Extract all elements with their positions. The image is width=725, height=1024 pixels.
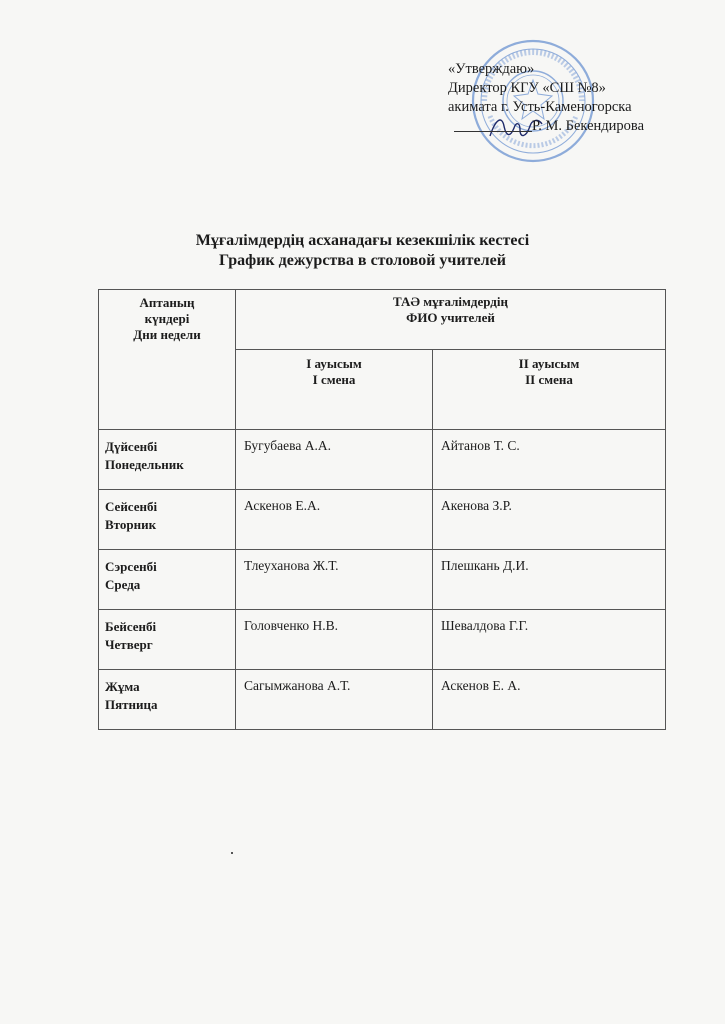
shift2-teacher: Аскенов Е. А. [433, 670, 666, 730]
table-row [99, 670, 666, 730]
shift1-teacher: Аскенов Е.А. [236, 490, 433, 550]
table-row [99, 550, 666, 610]
shift1-header-kz: I ауысым [306, 356, 362, 371]
table-row [99, 610, 666, 670]
day-ru: Пятница [105, 697, 158, 712]
shift2-teacher: Плешкань Д.И. [433, 550, 666, 610]
day-ru: Понедельник [105, 457, 184, 472]
shift1-header-ru: I смена [312, 372, 356, 387]
shift1-header [236, 350, 433, 430]
shift2-teacher: Шевалдова Г.Г. [433, 610, 666, 670]
day-cell [99, 550, 236, 610]
duty-schedule-table [98, 289, 666, 730]
title-russian: График дежурства в столовой учителей [219, 252, 506, 269]
shift2-header [433, 350, 666, 430]
day-ru: Среда [105, 577, 141, 592]
shift1-teacher: Головченко Н.В. [236, 610, 433, 670]
table-row [99, 490, 666, 550]
day-cell [99, 670, 236, 730]
shift1-teacher: Тлеуханова Ж.Т. [236, 550, 433, 610]
day-ru: Четверг [105, 637, 153, 652]
shift2-header-kz: II ауысым [518, 356, 580, 371]
fio-header-kz: ТАӘ мұғалімдердің [393, 294, 508, 309]
day-kz: Бейсенбі [105, 619, 157, 634]
approval-akimat: акимата г. Усть-Каменогорска [448, 99, 632, 115]
shift1-teacher: Сагымжанова А.Т. [236, 670, 433, 730]
day-ru: Вторник [105, 517, 157, 532]
shift2-header-ru: II смена [525, 372, 573, 387]
day-kz: Жұма [105, 679, 140, 694]
shift2-teacher: Айтанов Т. С. [433, 430, 666, 490]
title-kazakh: Мұғалімдердің асханадағы кезекшілік кестесі [195, 232, 530, 249]
table-row [99, 430, 666, 490]
fio-column-header [236, 290, 666, 350]
document-title [0, 231, 725, 271]
day-header-ru: Дни недели [133, 327, 201, 342]
day-kz: Дүйсенбі [105, 439, 158, 454]
day-cell [99, 610, 236, 670]
fio-header-ru: ФИО учителей [406, 310, 495, 325]
shift2-teacher: Акенова З.Р. [433, 490, 666, 550]
day-kz: Сэрсенбі [105, 559, 157, 574]
approval-signatory: Р. М. Бекендирова [448, 117, 644, 136]
day-cell [99, 430, 236, 490]
day-header-kz-1: Аптаның [139, 295, 195, 310]
day-header-kz-2: күндері [144, 311, 190, 326]
approval-block [448, 60, 644, 136]
approval-header: «Утверждаю» [448, 61, 535, 77]
scan-dot [231, 852, 233, 854]
day-kz: Сейсенбі [105, 499, 158, 514]
day-column-header [99, 290, 236, 430]
approval-director: Директор КГУ «СШ №8» [448, 80, 606, 96]
day-cell [99, 490, 236, 550]
shift1-teacher: Бугубаева А.А. [236, 430, 433, 490]
